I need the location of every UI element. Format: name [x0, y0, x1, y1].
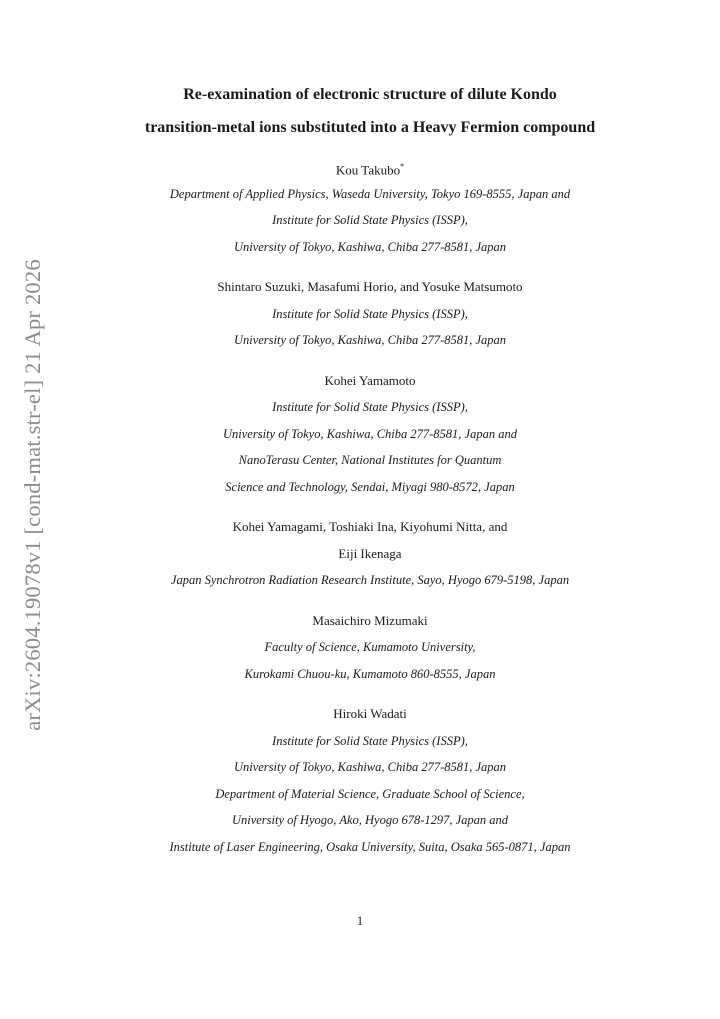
affiliation-line: Institute of Laser Engineering, Osaka University, Suita, Osaka 565-0871, Japan — [169, 840, 571, 854]
affiliation-line: University of Tokyo, Kashiwa, Chiba 277-8581, Japan — [233, 240, 507, 254]
author-line: Kohei Yamagami, Toshiaki Ina, Kiyohumi Nitta, and — [232, 519, 508, 534]
affiliation-line: University of Tokyo, Kashiwa, Chiba 277-8581, Japan — [233, 760, 507, 774]
arxiv-identifier-text: arXiv:2604.19078v1 [cond-mat.str-el] 21 Apr 2026 — [20, 259, 46, 731]
affiliation-line: University of Hyogo, Ako, Hyogo 678-1297, Japan and — [231, 813, 509, 827]
corresponding-author-mark: * — [400, 162, 405, 171]
author-line: Shintaro Suzuki, Masafumi Horio, and Yosuke Matsumoto — [217, 279, 523, 294]
affiliation-line: Institute for Solid State Physics (ISSP), — [272, 213, 468, 227]
author-line: Kou Takubo* — [335, 162, 405, 178]
affiliation-line: University of Tokyo, Kashiwa, Chiba 277-8581, Japan and — [223, 427, 517, 441]
affiliation-line: Kurokami Chuou-ku, Kumamoto 860-8555, Japan — [244, 667, 496, 681]
affiliation-line: Faculty of Science, Kumamoto University, — [264, 640, 476, 654]
author-line: Masaichiro Mizumaki — [312, 613, 428, 628]
author-line: Kohei Yamamoto — [324, 373, 416, 388]
affiliation-line: Department of Applied Physics, Waseda University, Tokyo 169-8555, Japan and — [169, 187, 571, 201]
affiliation-line: Institute for Solid State Physics (ISSP), — [272, 734, 468, 748]
author-line: Hiroki Wadati — [333, 706, 407, 721]
affiliation-line: Department of Material Science, Graduate School of Science, — [215, 787, 525, 801]
page-number: 1 — [356, 914, 364, 928]
affiliation-line: NanoTerasu Center, National Institutes for Quantum — [238, 453, 502, 467]
affiliation-line: Institute for Solid State Physics (ISSP), — [272, 400, 468, 414]
arxiv-identifier — [18, 253, 48, 737]
affiliation-line: University of Tokyo, Kashiwa, Chiba 277-8581, Japan — [233, 333, 507, 347]
paper-title — [60, 78, 680, 144]
author-line: Eiji Ikenaga — [338, 546, 402, 561]
affiliation-line: Japan Synchrotron Radiation Research Institute, Sayo, Hyogo 679-5198, Japan — [170, 573, 570, 587]
title-line: transition-metal ions substituted into a Heavy Fermion compound — [144, 119, 596, 136]
affiliation-line: Institute for Solid State Physics (ISSP), — [272, 307, 468, 321]
title-line: Re-examination of electronic structure of dilute Kondo — [183, 86, 557, 103]
affiliation-line: Science and Technology, Sendai, Miyagi 980-8572, Japan — [225, 480, 515, 494]
